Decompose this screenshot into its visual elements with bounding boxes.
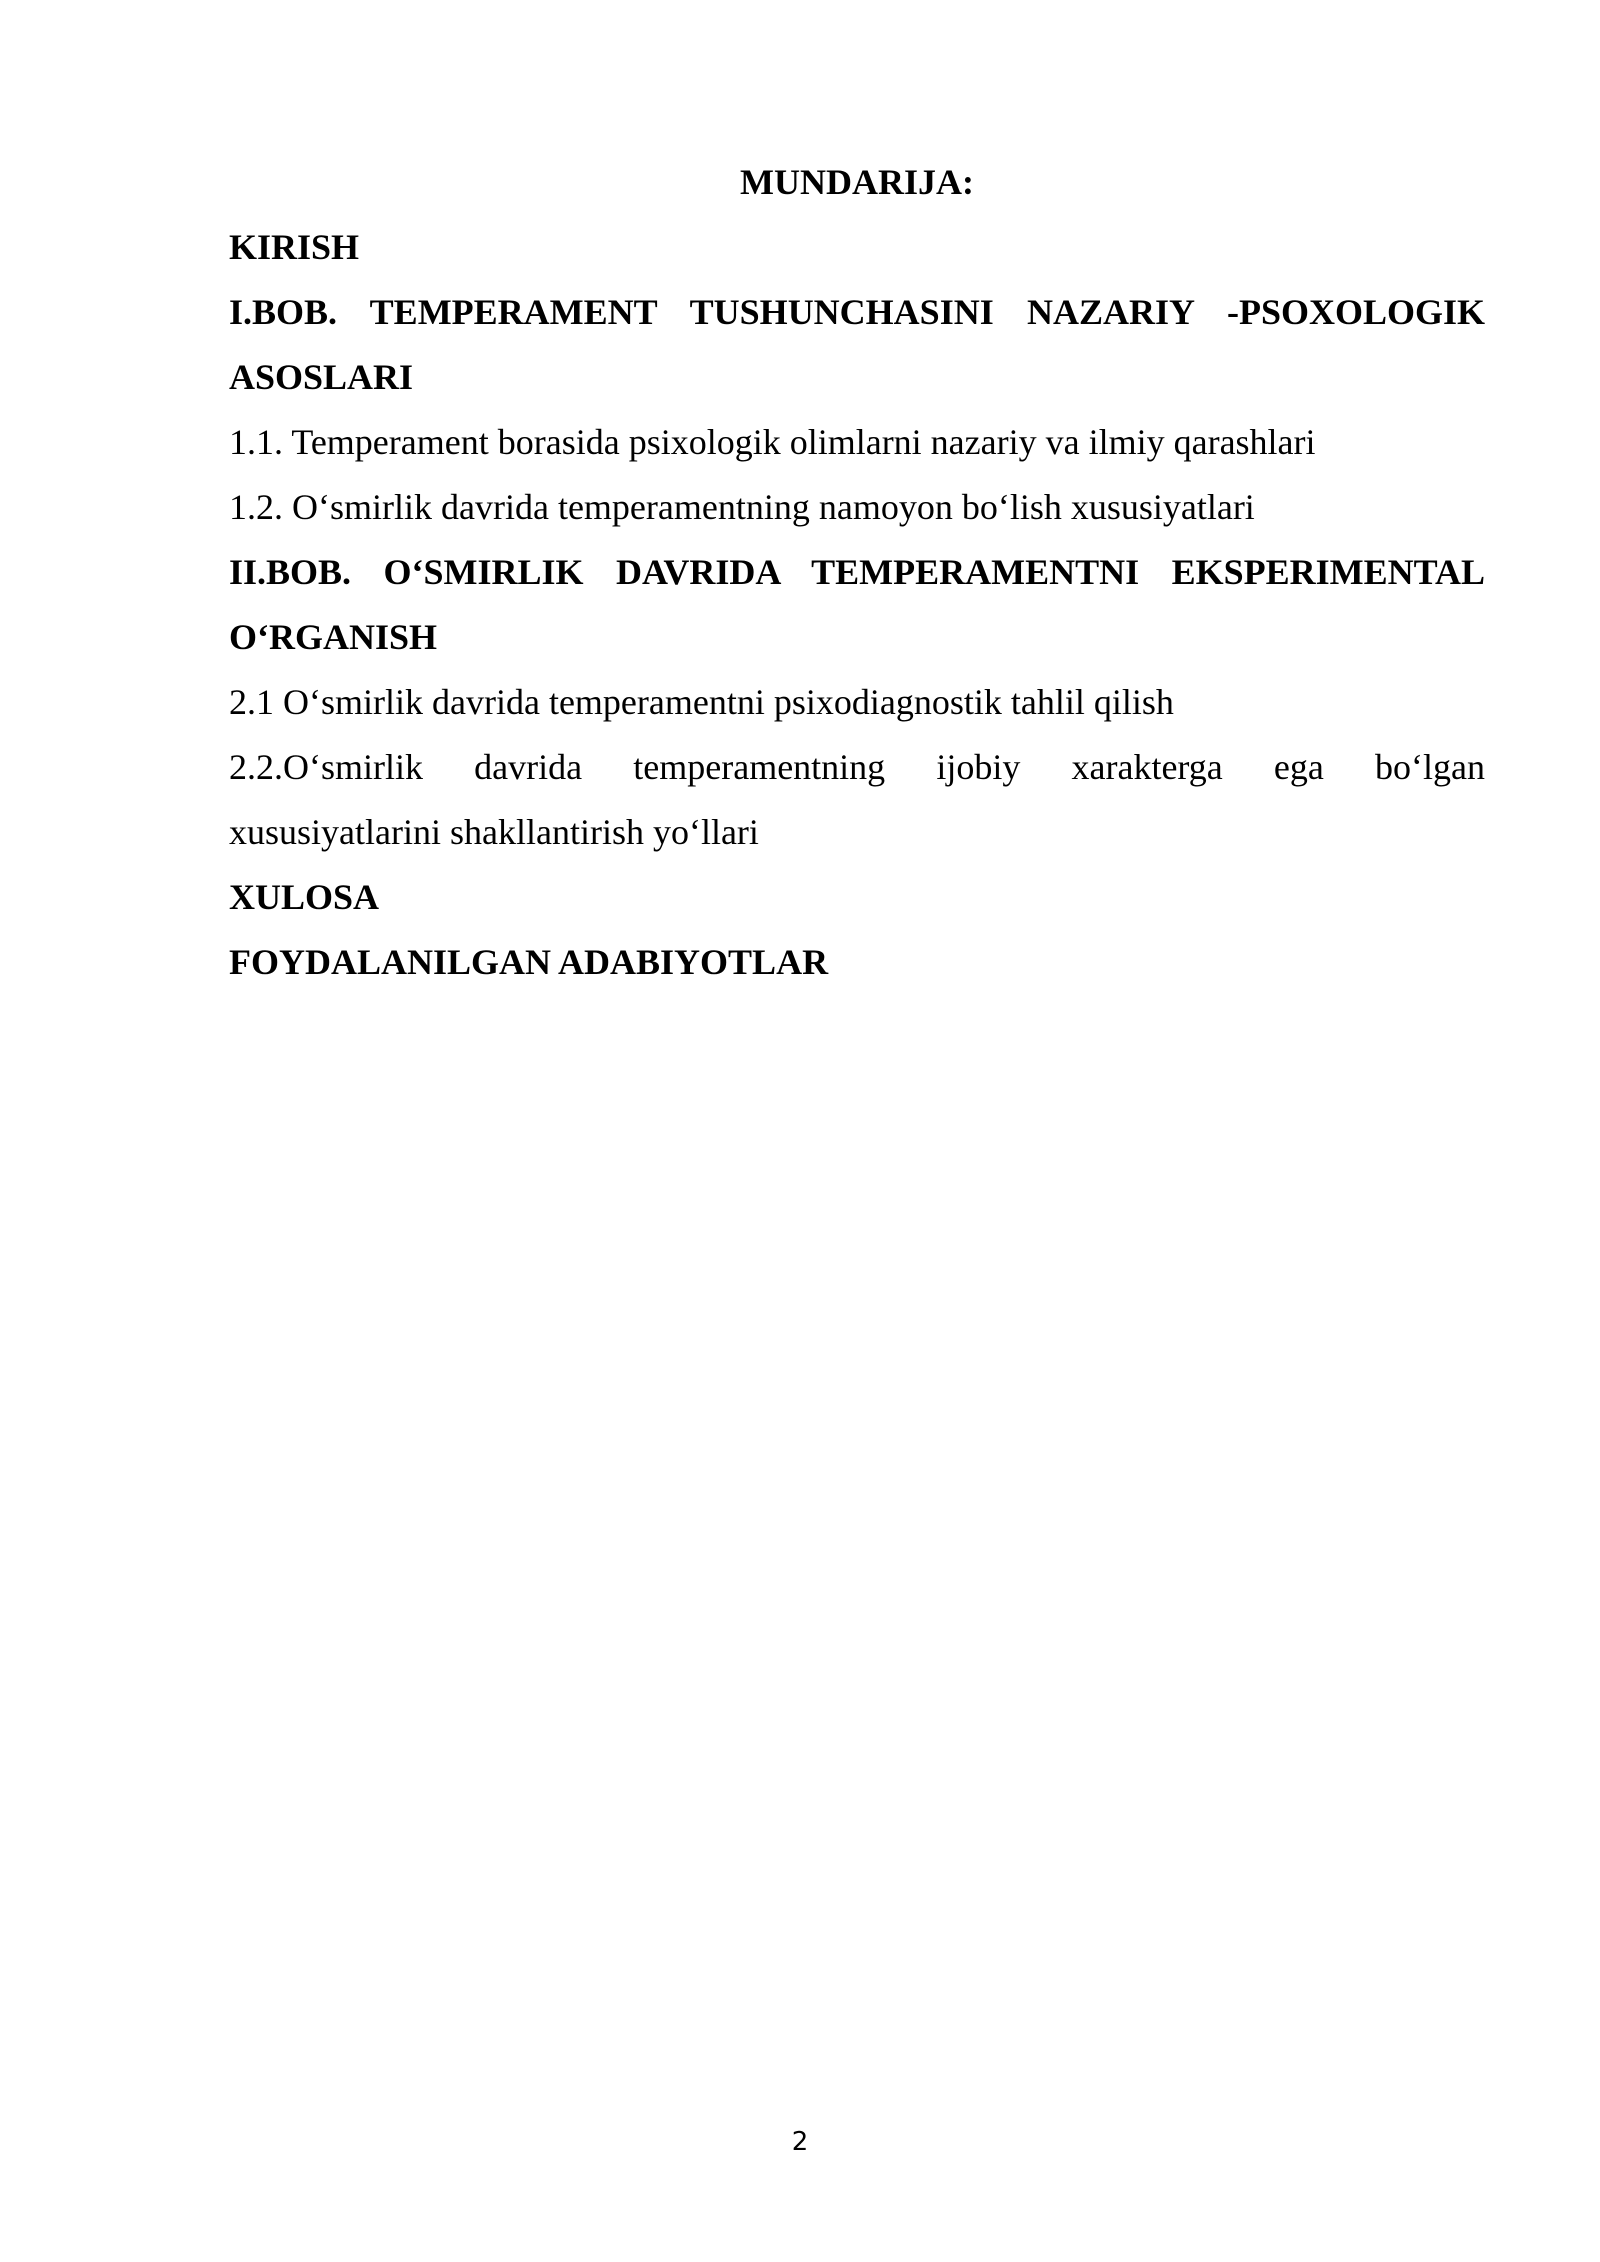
toc-entry-section-2-2 bbox=[229, 735, 1485, 865]
toc-title: MUNDARIJA: bbox=[740, 162, 974, 202]
toc-entry-section-2-2-line-2: xususiyatlarini shakllantirish yo‘llari bbox=[229, 812, 759, 852]
toc-entry-section-2-2-line-1: 2.2.O‘smirlik davrida temperamentning ijobiy xarakterga ega bo‘lgan bbox=[229, 747, 1485, 787]
toc-entry-chapter-1-line-1: I.BOB. TEMPERAMENT TUSHUNCHASINI NAZARIY -PSOXOLOGIK bbox=[229, 292, 1485, 332]
toc-entry-chapter-2 bbox=[229, 540, 1485, 670]
toc-entry-conclusion: XULOSA bbox=[229, 877, 380, 917]
toc-entry-chapter-2-line-1: II.BOB. O‘SMIRLIK DAVRIDA TEMPERAMENTNI EKSPERIMENTAL bbox=[229, 552, 1485, 592]
toc-entry-chapter-2-line-2: O‘RGANISH bbox=[229, 617, 438, 657]
toc-entry-chapter-1 bbox=[229, 280, 1485, 410]
toc-entry-chapter-1-line-2: ASOSLARI bbox=[229, 357, 414, 397]
toc-entry-section-1-1: 1.1. Temperament borasida psixologik olimlarni nazariy va ilmiy qarashlari bbox=[229, 422, 1316, 462]
page-number: 2 bbox=[791, 2127, 809, 2157]
toc-entry-introduction: KIRISH bbox=[229, 227, 360, 267]
toc-entry-section-1-2: 1.2. O‘smirlik davrida temperamentning namoyon bo‘lish xususiyatlari bbox=[229, 487, 1255, 527]
toc-entry-references: FOYDALANILGAN ADABIYOTLAR bbox=[229, 942, 829, 982]
toc-entry-section-2-1: 2.1 O‘smirlik davrida temperamentni psixodiagnostik tahlil qilish bbox=[229, 682, 1174, 722]
table-of-contents bbox=[229, 150, 1485, 995]
